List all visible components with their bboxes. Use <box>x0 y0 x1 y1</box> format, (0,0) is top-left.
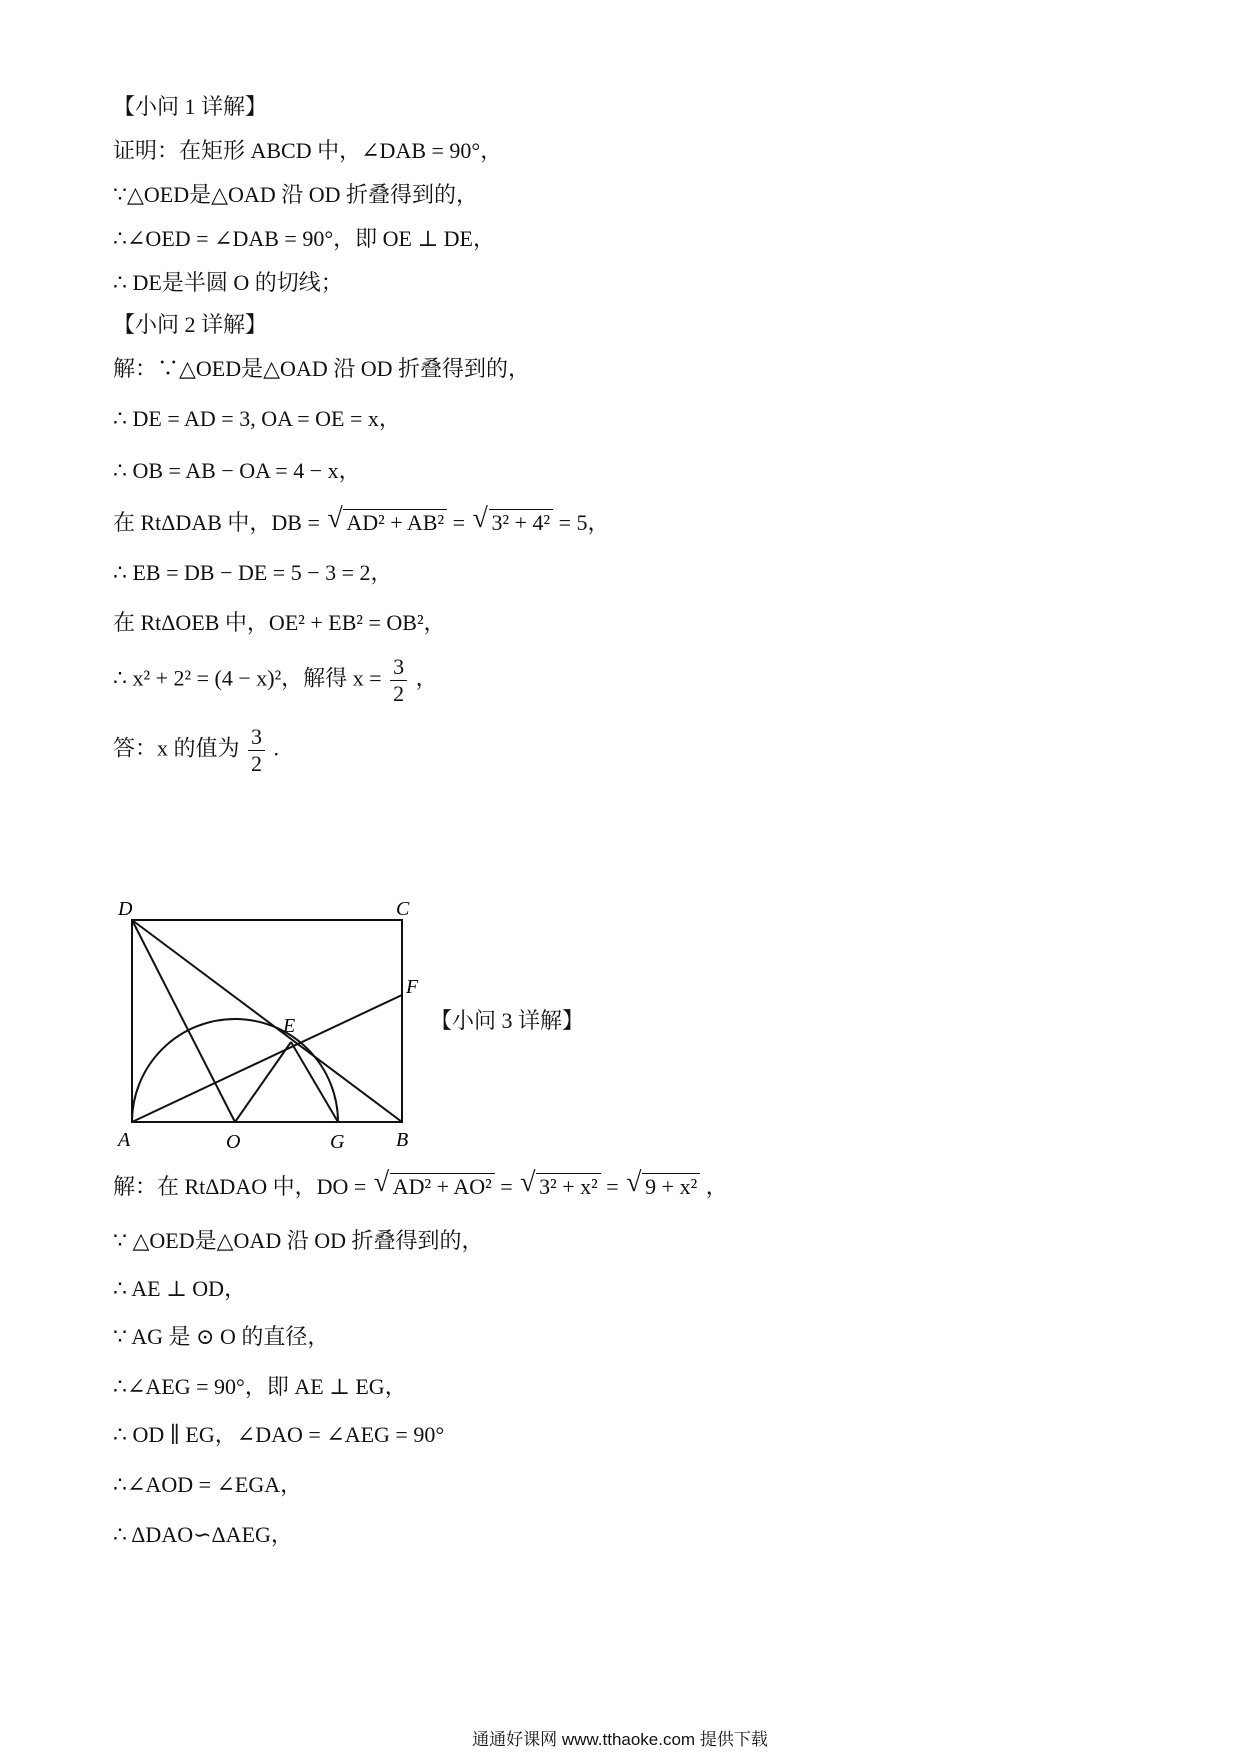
sqrt-3-x-body: 3² + x² <box>536 1173 601 1199</box>
part3-line-6: ∴ OD ∥ EG，∠DAO = ∠AEG = 90° <box>113 1422 445 1447</box>
part2-line-4 <box>113 503 610 538</box>
label-o: O <box>226 1131 241 1153</box>
fraction-den: 2 <box>393 681 405 706</box>
part2-line-7 <box>113 654 438 707</box>
label-c: C <box>396 898 410 920</box>
part3-line-1-pre: 解：在 RtΔDAO 中，DO = <box>113 1174 367 1199</box>
part2-line-5: ∴ EB = DB − DE = 5 − 3 = 2， <box>113 560 393 585</box>
part2-line-7-pre: ∴ x² + 2² = (4 − x)²，解得 x = <box>113 665 382 691</box>
sqrt-3-4-body: 3² + 4² <box>489 509 554 535</box>
part2-line-4-eq: = <box>452 510 466 535</box>
answer-fraction-num: 3 <box>248 724 265 751</box>
part2-line-2: ∴ DE = AD = 3, OA = OE = x， <box>113 406 401 431</box>
part3-line-5: ∴∠AEG = 90°，即 AE ⊥ EG， <box>113 1374 407 1399</box>
part2-line-7-post: ， <box>415 665 438 691</box>
part3-line-1 <box>113 1167 728 1202</box>
segment-af <box>132 995 402 1122</box>
sqrt-ad-ao-body: AD² + AO² <box>390 1173 495 1199</box>
part2-line-1: 解：∵△OED是△OAD 沿 OD 折叠得到的， <box>113 356 530 381</box>
part3-eq-2: = <box>606 1174 619 1199</box>
part3-line-2: ∵ △OED是△OAD 沿 OD 折叠得到的， <box>113 1228 484 1253</box>
part3-line-1-post: ， <box>705 1174 728 1199</box>
part3-heading: 【小问 3 详解】 <box>430 1008 585 1033</box>
part2-line-4-pre: 在 RtΔDAB 中，DB = <box>113 510 320 535</box>
sqrt-3-4: √ 3² + 4² <box>473 508 554 538</box>
label-e: E <box>283 1015 296 1037</box>
answer-fraction <box>248 724 265 777</box>
label-g: G <box>330 1131 345 1153</box>
part3-line-3: ∴ AE ⊥ OD， <box>113 1276 247 1301</box>
part2-heading: 【小问 2 详解】 <box>113 312 268 337</box>
part1-line-1: 证明：在矩形 ABCD 中，∠DAB = 90°， <box>113 138 503 163</box>
label-f: F <box>406 976 419 998</box>
answer-fraction-den: 2 <box>251 751 263 776</box>
part1-heading: 【小问 1 详解】 <box>113 94 268 119</box>
part2-line-4-post: = 5， <box>558 510 610 535</box>
part2-answer-pre: 答：x 的值为 <box>113 735 240 761</box>
part2-answer <box>113 724 279 777</box>
segment-db <box>132 920 402 1122</box>
part3-line-7: ∴∠AOD = ∠EGA， <box>113 1472 303 1497</box>
sqrt-9-x-body: 9 + x² <box>642 1173 700 1199</box>
part1-line-2: ∵△OED是△OAD 沿 OD 折叠得到的， <box>113 182 478 207</box>
label-b: B <box>396 1129 409 1151</box>
part1-line-3: ∴∠OED = ∠DAB = 90°，即 OE ⊥ DE， <box>113 226 495 251</box>
part2-line-6: 在 RtΔOEB 中，OE² + EB² = OB²， <box>113 610 446 635</box>
segment-oe <box>235 1042 291 1122</box>
sqrt-9-x: √ 9 + x² <box>626 1172 700 1202</box>
page-footer: 通通好课网 www.tthaoke.com 提供下载 <box>472 1730 768 1749</box>
sqrt-ad-ab: √ AD² + AB² <box>327 508 447 538</box>
part2-line-3: ∴ OB = AB − OA = 4 − x， <box>113 458 361 483</box>
geometry-figure <box>100 890 430 1160</box>
fraction-num: 3 <box>390 654 407 681</box>
part1-line-4: ∴ DE是半圆 O 的切线； <box>113 270 343 295</box>
label-d: D <box>118 898 133 920</box>
sqrt-ad-ao: √ AD² + AO² <box>374 1172 495 1202</box>
sqrt-3-x: √ 3² + x² <box>520 1172 601 1202</box>
part3-line-8: ∴ ΔDAO∽ΔAEG， <box>113 1522 293 1547</box>
sqrt-ad-ab-body: AD² + AB² <box>343 509 447 535</box>
fraction-3-2 <box>390 654 407 707</box>
label-a: A <box>118 1129 131 1151</box>
part2-answer-post: . <box>273 735 280 761</box>
part3-eq-1: = <box>500 1174 513 1199</box>
part3-line-4: ∵ AG 是 ⊙ O 的直径， <box>113 1324 330 1349</box>
